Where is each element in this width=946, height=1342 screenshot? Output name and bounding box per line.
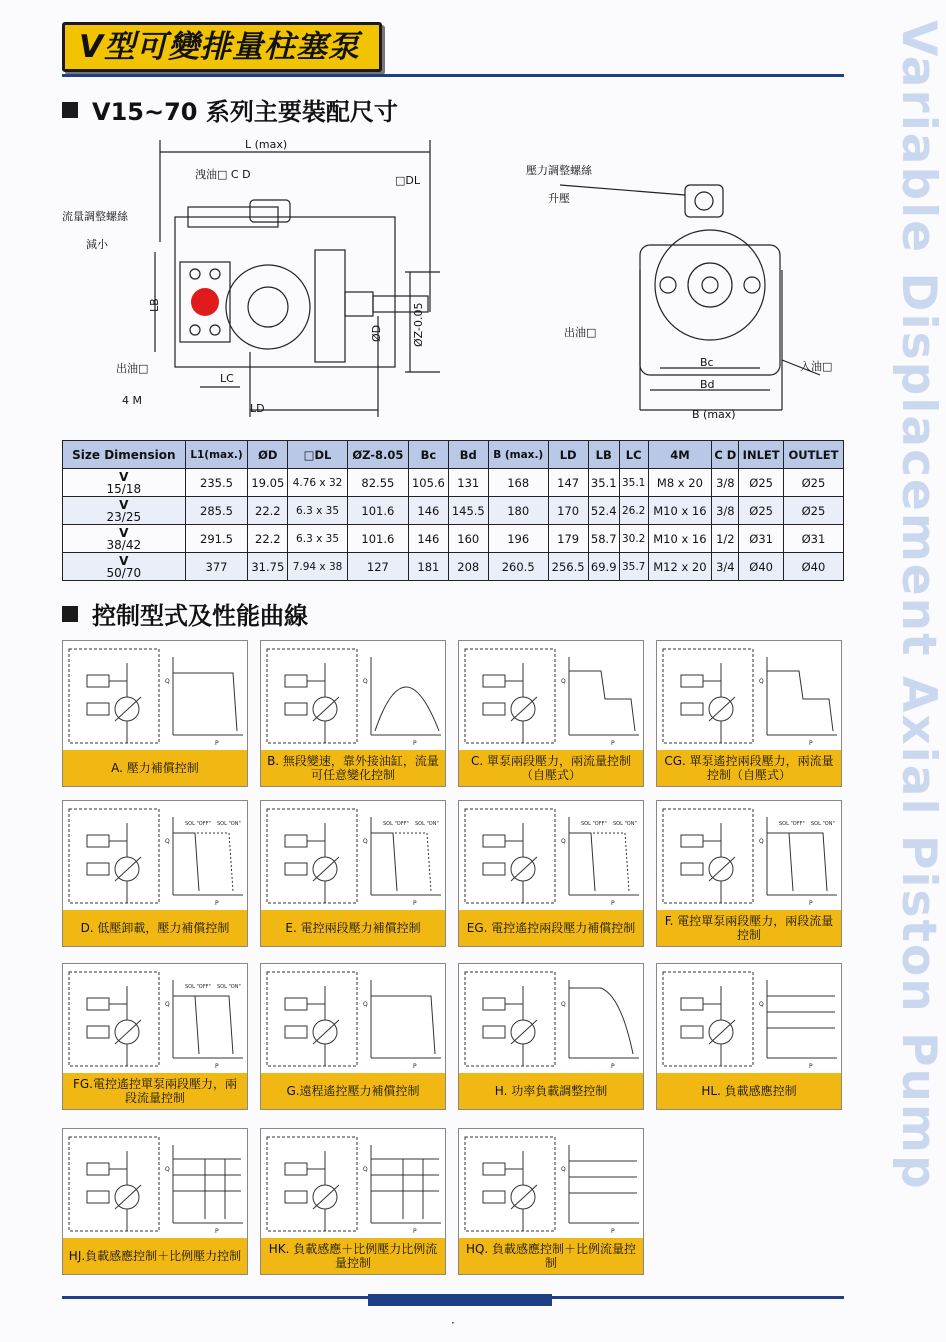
- sol-on-label: SOL "ON": [217, 984, 241, 990]
- table-cell: 35.1: [619, 469, 648, 497]
- control-type-caption: F. 電控單泵兩段壓力，兩段流量控制: [657, 910, 841, 946]
- outlet-port-marker: [191, 288, 219, 316]
- size-prefix: V: [119, 497, 129, 512]
- table-cell: Ø25: [783, 469, 843, 497]
- control-type-caption: H. 功率負載調整控制: [459, 1073, 643, 1109]
- table-header-cell: OUTLET: [783, 441, 843, 469]
- side-watermark-text: Variable Displacement Axial Piston Pump: [891, 20, 946, 1191]
- table-cell: 35.1: [588, 469, 619, 497]
- hydraulic-circuit-diagram: [263, 966, 445, 1072]
- label-ld: LD: [250, 402, 265, 415]
- table-cell: Ø31: [783, 525, 843, 553]
- size-value: 50/70: [106, 565, 142, 580]
- control-type-card: [260, 963, 446, 1110]
- table-cell: 260.5: [488, 553, 548, 581]
- control-type-card: [260, 1128, 446, 1275]
- axis-label-q: Q: [759, 1001, 764, 1008]
- control-type-caption: HL. 負載感應控制: [657, 1073, 841, 1109]
- table-cell: 101.6: [347, 525, 408, 553]
- axis-label-p: P: [809, 740, 813, 747]
- axis-label-q: Q: [561, 1001, 566, 1008]
- hydraulic-circuit-diagram: [659, 643, 841, 749]
- table-cell: Ø25: [739, 469, 784, 497]
- axis-label-q: Q: [165, 838, 170, 845]
- table-header-cell: B (max.): [488, 441, 548, 469]
- table-header-cell: LC: [619, 441, 648, 469]
- hydraulic-circuit-diagram: [65, 643, 247, 749]
- table-header-cell: Bc: [408, 441, 448, 469]
- axis-label-p: P: [215, 900, 219, 907]
- side-view-drawing: [60, 132, 500, 422]
- table-row: [63, 525, 844, 553]
- table-cell: 179: [548, 525, 588, 553]
- axis-label-p: P: [809, 1063, 813, 1070]
- axis-label-p: P: [413, 1228, 417, 1235]
- size-cell: [63, 553, 186, 581]
- table-cell: 3/8: [712, 469, 739, 497]
- label-drain-cd: 洩油□ C D: [195, 168, 251, 181]
- control-type-card: [62, 1128, 248, 1275]
- control-type-caption: B. 無段變速，靠外接油缸，流量可任意變化控制: [261, 750, 445, 786]
- table-cell: 146: [408, 525, 448, 553]
- table-header-cell: C D: [712, 441, 739, 469]
- table-cell: Ø40: [783, 553, 843, 581]
- table-cell: 101.6: [347, 497, 408, 525]
- table-cell: M12 x 20: [648, 553, 712, 581]
- table-cell: Ø40: [739, 553, 784, 581]
- size-prefix: V: [119, 525, 129, 540]
- control-type-caption: C. 單泵兩段壓力，兩流量控制（自壓式）: [459, 750, 643, 786]
- control-type-caption: EG. 電控遙控兩段壓力補償控制: [459, 910, 643, 946]
- control-type-card: [656, 963, 842, 1110]
- sol-on-label: SOL "ON": [613, 821, 637, 827]
- sol-on-label: SOL "ON": [217, 821, 241, 827]
- axis-label-p: P: [215, 1228, 219, 1235]
- axis-label-p: P: [611, 1063, 615, 1070]
- label-bc: Bc: [700, 356, 714, 369]
- table-cell: 7.94 x 38: [288, 553, 348, 581]
- table-cell: 26.2: [619, 497, 648, 525]
- axis-label-p: P: [215, 740, 219, 747]
- title-banner: [62, 22, 382, 72]
- label-b-max: B (max): [692, 408, 736, 421]
- axis-label-p: P: [413, 1063, 417, 1070]
- table-header-cell: INLET: [739, 441, 784, 469]
- control-type-caption: D. 低壓卸載，壓力補償控制: [63, 910, 247, 946]
- table-cell: 69.9: [588, 553, 619, 581]
- control-type-card: [656, 800, 842, 947]
- table-cell: 145.5: [448, 497, 488, 525]
- table-cell: Ø25: [783, 497, 843, 525]
- table-cell: Ø25: [739, 497, 784, 525]
- axis-label-p: P: [413, 740, 417, 747]
- size-cell: [63, 469, 186, 497]
- table-header-cell: 4M: [648, 441, 712, 469]
- hydraulic-circuit-diagram: [659, 966, 841, 1072]
- hydraulic-circuit-diagram: [461, 803, 643, 909]
- table-cell: 181: [408, 553, 448, 581]
- page-title: V型可變排量柱塞泵: [79, 29, 360, 65]
- sol-on-label: SOL "ON": [415, 821, 439, 827]
- table-cell: 131: [448, 469, 488, 497]
- label-phi-z: ØZ-0.05: [412, 302, 425, 347]
- table-cell: 6.3 x 35: [288, 525, 348, 553]
- label-outlet-right: 出油□: [564, 326, 597, 339]
- control-type-caption: E. 電控兩段壓力補償控制: [261, 910, 445, 946]
- axis-label-q: Q: [759, 838, 764, 845]
- table-cell: 160: [448, 525, 488, 553]
- control-type-caption: G.遠程遙控壓力補償控制: [261, 1073, 445, 1109]
- sol-off-label: SOL "OFF": [779, 821, 805, 827]
- table-cell: 377: [185, 553, 248, 581]
- size-cell: [63, 497, 186, 525]
- axis-label-q: Q: [561, 1166, 566, 1173]
- section-heading-dimensions: [62, 92, 398, 127]
- hydraulic-circuit-diagram: [263, 643, 445, 749]
- bullet-square-icon: [62, 102, 78, 118]
- table-cell: 82.55: [347, 469, 408, 497]
- axis-label-p: P: [611, 1228, 615, 1235]
- hydraulic-circuit-diagram: [65, 966, 247, 1072]
- axis-label-q: Q: [561, 838, 566, 845]
- axis-label-q: Q: [165, 678, 170, 685]
- hydraulic-circuit-diagram: [65, 803, 247, 909]
- table-header-cell: Size Dimension: [63, 441, 186, 469]
- label-l-max: L (max): [245, 138, 288, 151]
- axis-label-q: Q: [165, 1001, 170, 1008]
- hydraulic-circuit-diagram: [263, 803, 445, 909]
- label-pressure-screw: 壓力調整螺絲: [526, 164, 592, 177]
- front-view-drawing: [520, 150, 850, 425]
- axis-label-q: Q: [363, 1166, 368, 1173]
- axis-label-q: Q: [363, 838, 368, 845]
- table-cell: 105.6: [408, 469, 448, 497]
- size-value: 23/25: [106, 509, 142, 524]
- table-header-cell: □DL: [288, 441, 348, 469]
- control-type-card: [62, 963, 248, 1110]
- section-title: V15~70 系列主要裝配尺寸: [92, 98, 398, 126]
- table-cell: 147: [548, 469, 588, 497]
- table-cell: 256.5: [548, 553, 588, 581]
- table-row: [63, 469, 844, 497]
- size-value: 15/18: [106, 481, 142, 496]
- table-cell: 235.5: [185, 469, 248, 497]
- table-cell: 208: [448, 553, 488, 581]
- table-cell: M10 x 16: [648, 525, 712, 553]
- table-cell: 22.2: [248, 525, 288, 553]
- table-row: [63, 553, 844, 581]
- table-header-cell: ØZ-8.05: [347, 441, 408, 469]
- hydraulic-circuit-diagram: [65, 1131, 247, 1237]
- table-cell: 3/4: [712, 553, 739, 581]
- page-marker: ·: [451, 1316, 455, 1330]
- control-type-card: [458, 640, 644, 787]
- table-cell: 19.05: [248, 469, 288, 497]
- table-cell: 168: [488, 469, 548, 497]
- axis-label-q: Q: [363, 678, 368, 685]
- table-cell: 6.3 x 35: [288, 497, 348, 525]
- section-heading-controls: [62, 596, 308, 631]
- size-prefix: V: [119, 469, 129, 484]
- top-rule: [62, 74, 844, 77]
- table-cell: 146: [408, 497, 448, 525]
- table-cell: Ø31: [739, 525, 784, 553]
- size-value: 38/42: [106, 537, 142, 552]
- hydraulic-circuit-diagram: [461, 966, 643, 1072]
- axis-label-p: P: [611, 740, 615, 747]
- control-type-caption: HQ. 負載感應控制＋比例流量控制: [459, 1238, 643, 1274]
- label-4m: 4 M: [122, 394, 142, 407]
- dimension-table: [62, 440, 844, 581]
- axis-label-p: P: [809, 900, 813, 907]
- hydraulic-circuit-diagram: [263, 1131, 445, 1237]
- axis-label-q: Q: [165, 1166, 170, 1173]
- table-cell: 58.7: [588, 525, 619, 553]
- table-cell: 170: [548, 497, 588, 525]
- size-cell: [63, 525, 186, 553]
- control-type-card: [260, 640, 446, 787]
- axis-label-p: P: [413, 900, 417, 907]
- sol-on-label: SOL "ON": [811, 821, 835, 827]
- control-type-card: [62, 800, 248, 947]
- sol-off-label: SOL "OFF": [185, 984, 211, 990]
- table-cell: 22.2: [248, 497, 288, 525]
- label-lc: LC: [220, 372, 234, 385]
- control-type-card: [458, 963, 644, 1110]
- table-cell: 3/8: [712, 497, 739, 525]
- control-type-card: [458, 800, 644, 947]
- label-lb: LB: [148, 298, 161, 312]
- label-phi-d: ØD: [370, 324, 383, 342]
- table-header-cell: Bd: [448, 441, 488, 469]
- control-type-card: [458, 1128, 644, 1275]
- table-header-cell: L1(max.): [185, 441, 248, 469]
- axis-label-q: Q: [759, 678, 764, 685]
- control-type-caption: HK. 負載感應＋比例壓力比例流量控制: [261, 1238, 445, 1274]
- hydraulic-circuit-diagram: [461, 1131, 643, 1237]
- hydraulic-circuit-diagram: [659, 803, 841, 909]
- table-cell: M10 x 16: [648, 497, 712, 525]
- hydraulic-circuit-diagram: [461, 643, 643, 749]
- size-prefix: V: [119, 553, 129, 568]
- table-cell: 196: [488, 525, 548, 553]
- table-cell: 35.7: [619, 553, 648, 581]
- sol-off-label: SOL "OFF": [581, 821, 607, 827]
- table-header-cell: ØD: [248, 441, 288, 469]
- bottom-rule-block: [368, 1294, 552, 1306]
- sol-off-label: SOL "OFF": [185, 821, 211, 827]
- table-header-row: [63, 441, 844, 469]
- bullet-square-icon: [62, 606, 78, 622]
- control-type-card: [656, 640, 842, 787]
- table-header-cell: LB: [588, 441, 619, 469]
- control-type-caption: HJ.負載感應控制＋比例壓力控制: [63, 1238, 247, 1274]
- axis-label-q: Q: [363, 1001, 368, 1008]
- label-decrease: 減小: [86, 238, 108, 251]
- table-cell: 1/2: [712, 525, 739, 553]
- table-cell: 127: [347, 553, 408, 581]
- sol-off-label: SOL "OFF": [383, 821, 409, 827]
- table-cell: 4.76 x 32: [288, 469, 348, 497]
- label-inlet: 入油□: [800, 360, 833, 373]
- label-outlet-left: 出油□: [116, 362, 149, 375]
- table-cell: 30.2: [619, 525, 648, 553]
- table-cell: 180: [488, 497, 548, 525]
- table-cell: 291.5: [185, 525, 248, 553]
- control-type-caption: A. 壓力補償控制: [63, 750, 247, 786]
- table-cell: 285.5: [185, 497, 248, 525]
- table-cell: 52.4: [588, 497, 619, 525]
- control-type-caption: CG. 單泵遙控兩段壓力，兩流量控制（自壓式）: [657, 750, 841, 786]
- label-raise: 升壓: [548, 192, 570, 205]
- axis-label-q: Q: [561, 678, 566, 685]
- control-type-caption: FG.電控遙控單泵兩段壓力，兩段流量控制: [63, 1073, 247, 1109]
- label-flow-screw: 流量調整螺絲: [62, 210, 128, 223]
- table-cell: M8 x 20: [648, 469, 712, 497]
- axis-label-p: P: [611, 900, 615, 907]
- control-type-card: [260, 800, 446, 947]
- section-title: 控制型式及性能曲線: [92, 602, 308, 630]
- control-type-card: [62, 640, 248, 787]
- axis-label-p: P: [215, 1063, 219, 1070]
- label-dl: □DL: [395, 174, 420, 187]
- table-header-cell: LD: [548, 441, 588, 469]
- table-row: [63, 497, 844, 525]
- table-cell: 31.75: [248, 553, 288, 581]
- label-bd: Bd: [700, 378, 715, 391]
